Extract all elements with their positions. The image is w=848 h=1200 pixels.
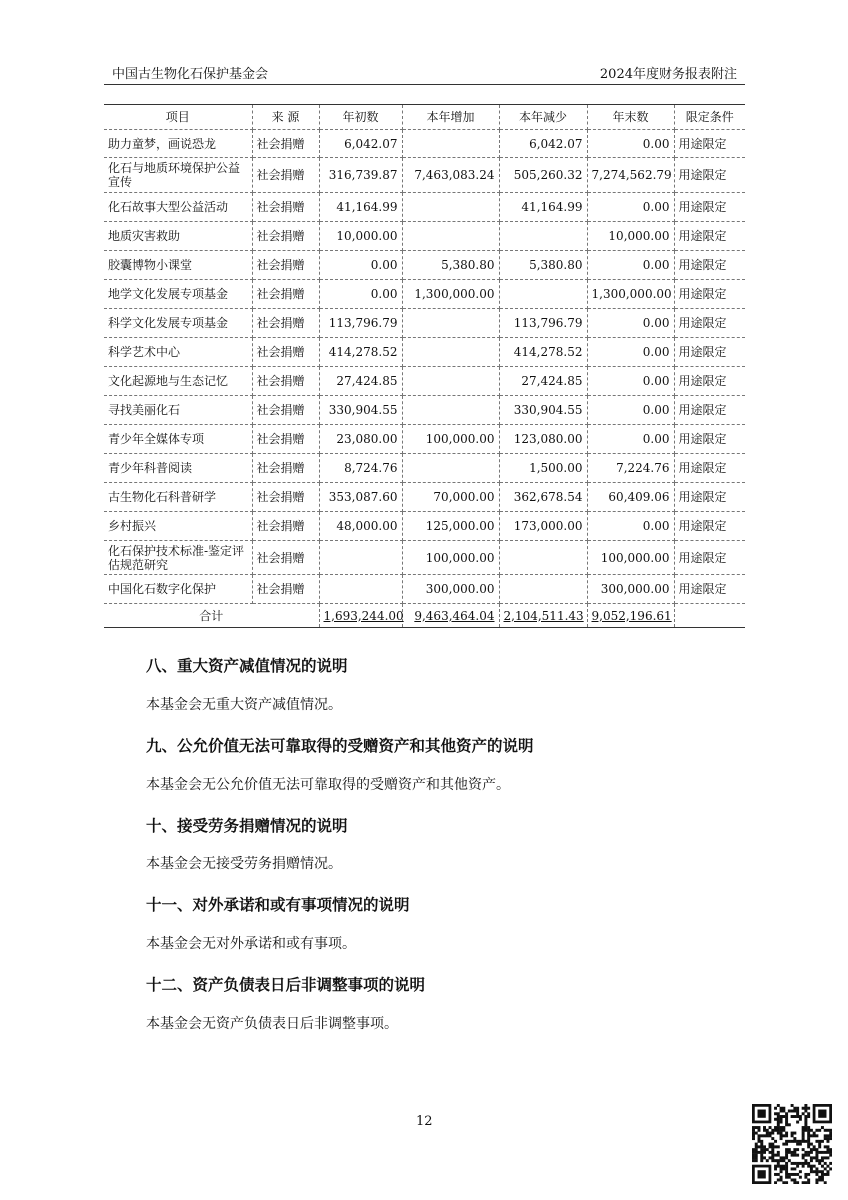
page-number: 12 xyxy=(416,1114,433,1129)
cell-increase: 5,380.80 xyxy=(402,251,499,280)
cell-decrease xyxy=(499,280,587,309)
cell-item: 古生物化石科普研学 xyxy=(104,483,252,512)
table-row xyxy=(104,158,745,193)
cell-decrease xyxy=(499,575,587,604)
cell-begin: 10,000.00 xyxy=(319,222,402,251)
cell-begin: 48,000.00 xyxy=(319,512,402,541)
cell-condition: 用途限定 xyxy=(674,251,745,280)
cell-end: 7,224.76 xyxy=(587,454,674,483)
cell-source: 社会捐赠 xyxy=(252,454,319,483)
cell-condition: 用途限定 xyxy=(674,541,745,575)
total-row xyxy=(104,604,745,628)
cell-item: 文化起源地与生态记忆 xyxy=(104,367,252,396)
col-header-item: 项目 xyxy=(104,105,252,130)
cell-condition: 用途限定 xyxy=(674,193,745,222)
cell-item: 科学艺术中心 xyxy=(104,338,252,367)
cell-end: 1,300,000.00 xyxy=(587,280,674,309)
cell-increase xyxy=(402,309,499,338)
table-row xyxy=(104,193,745,222)
cell-begin: 316,739.87 xyxy=(319,158,402,193)
section-11-title: 十一、对外承诺和或有事项情况的说明 xyxy=(146,896,410,914)
section-8-title: 八、重大资产减值情况的说明 xyxy=(146,657,348,675)
cell-increase xyxy=(402,454,499,483)
cell-source: 社会捐赠 xyxy=(252,222,319,251)
cell-end: 0.00 xyxy=(587,251,674,280)
cell-source: 社会捐赠 xyxy=(252,193,319,222)
cell-end: 100,000.00 xyxy=(587,541,674,575)
section-12-body: 本基金会无资产负债表日后非调整事项。 xyxy=(146,1016,398,1032)
cell-decrease: 27,424.85 xyxy=(499,367,587,396)
table-row xyxy=(104,512,745,541)
cell-increase xyxy=(402,193,499,222)
table-row xyxy=(104,309,745,338)
total-decrease: 2,104,511.43 xyxy=(499,604,587,628)
section-10-title: 十、接受劳务捐赠情况的说明 xyxy=(146,817,348,835)
cell-increase xyxy=(402,130,499,158)
cell-item: 乡村振兴 xyxy=(104,512,252,541)
cell-increase: 100,000.00 xyxy=(402,425,499,454)
cell-decrease: 5,380.80 xyxy=(499,251,587,280)
cell-source: 社会捐赠 xyxy=(252,541,319,575)
cell-increase: 7,463,083.24 xyxy=(402,158,499,193)
cell-end: 10,000.00 xyxy=(587,222,674,251)
cell-source: 社会捐赠 xyxy=(252,251,319,280)
cell-begin: 353,087.60 xyxy=(319,483,402,512)
cell-condition: 用途限定 xyxy=(674,130,745,158)
cell-condition: 用途限定 xyxy=(674,454,745,483)
table-row xyxy=(104,280,745,309)
cell-begin: 0.00 xyxy=(319,251,402,280)
cell-source: 社会捐赠 xyxy=(252,367,319,396)
cell-decrease: 414,278.52 xyxy=(499,338,587,367)
cell-increase xyxy=(402,367,499,396)
cell-source: 社会捐赠 xyxy=(252,130,319,158)
cell-end: 0.00 xyxy=(587,338,674,367)
cell-increase: 70,000.00 xyxy=(402,483,499,512)
cell-source: 社会捐赠 xyxy=(252,575,319,604)
page-header xyxy=(104,60,745,85)
table-row xyxy=(104,483,745,512)
cell-end: 7,274,562.79 xyxy=(587,158,674,193)
cell-item: 助力童梦，画说恐龙 xyxy=(104,130,252,158)
cell-condition: 用途限定 xyxy=(674,158,745,193)
cell-condition: 用途限定 xyxy=(674,280,745,309)
cell-decrease: 41,164.99 xyxy=(499,193,587,222)
section-10-body: 本基金会无接受劳务捐赠情况。 xyxy=(146,856,342,872)
total-increase: 9,463,464.04 xyxy=(402,604,499,628)
cell-increase: 300,000.00 xyxy=(402,575,499,604)
doc-title: 2024年度财务报表附注 xyxy=(599,67,737,82)
cell-begin: 0.00 xyxy=(319,280,402,309)
cell-increase: 1,300,000.00 xyxy=(402,280,499,309)
cell-condition: 用途限定 xyxy=(674,222,745,251)
table-row xyxy=(104,425,745,454)
col-header-source: 来 源 xyxy=(252,105,319,130)
qr-code xyxy=(752,1104,832,1184)
cell-end: 60,409.06 xyxy=(587,483,674,512)
cell-source: 社会捐赠 xyxy=(252,483,319,512)
restricted-funds-table xyxy=(104,104,745,628)
col-header-end: 年末数 xyxy=(587,105,674,130)
cell-source: 社会捐赠 xyxy=(252,338,319,367)
col-header-decrease: 本年减少 xyxy=(499,105,587,130)
cell-item: 青少年科普阅读 xyxy=(104,454,252,483)
cell-item: 地学文化发展专项基金 xyxy=(104,280,252,309)
cell-decrease: 330,904.55 xyxy=(499,396,587,425)
section-11-body: 本基金会无对外承诺和或有事项。 xyxy=(146,936,356,952)
cell-end: 300,000.00 xyxy=(587,575,674,604)
section-9-title: 九、公允价值无法可靠取得的受赠资产和其他资产的说明 xyxy=(146,737,534,755)
cell-begin: 113,796.79 xyxy=(319,309,402,338)
org-name: 中国古生物化石保护基金会 xyxy=(112,67,269,82)
cell-source: 社会捐赠 xyxy=(252,512,319,541)
cell-item: 化石故事大型公益活动 xyxy=(104,193,252,222)
cell-condition: 用途限定 xyxy=(674,338,745,367)
table-row xyxy=(104,575,745,604)
cell-condition: 用途限定 xyxy=(674,425,745,454)
cell-decrease: 173,000.00 xyxy=(499,512,587,541)
cell-condition: 用途限定 xyxy=(674,367,745,396)
table-row xyxy=(104,396,745,425)
cell-begin: 27,424.85 xyxy=(319,367,402,396)
cell-source: 社会捐赠 xyxy=(252,425,319,454)
cell-source: 社会捐赠 xyxy=(252,396,319,425)
total-label: 合计 xyxy=(104,604,319,628)
cell-decrease: 1,500.00 xyxy=(499,454,587,483)
cell-decrease xyxy=(499,222,587,251)
cell-item: 化石保护技术标准-鉴定评估规范研究 xyxy=(104,541,252,575)
cell-item: 中国化石数字化保护 xyxy=(104,575,252,604)
section-9-body: 本基金会无公允价值无法可靠取得的受赠资产和其他资产。 xyxy=(146,777,510,793)
section-12-title: 十二、资产负债表日后非调整事项的说明 xyxy=(146,976,426,994)
cell-end: 0.00 xyxy=(587,309,674,338)
cell-begin: 6,042.07 xyxy=(319,130,402,158)
cell-begin: 23,080.00 xyxy=(319,425,402,454)
cell-decrease: 505,260.32 xyxy=(499,158,587,193)
cell-item: 科学文化发展专项基金 xyxy=(104,309,252,338)
table-row xyxy=(104,222,745,251)
total-end: 9,052,196.61 xyxy=(587,604,674,628)
table-row xyxy=(104,367,745,396)
cell-item: 青少年全媒体专项 xyxy=(104,425,252,454)
cell-end: 0.00 xyxy=(587,396,674,425)
col-header-increase: 本年增加 xyxy=(402,105,499,130)
cell-condition: 用途限定 xyxy=(674,512,745,541)
cell-source: 社会捐赠 xyxy=(252,309,319,338)
cell-begin: 414,278.52 xyxy=(319,338,402,367)
table-row xyxy=(104,541,745,575)
cell-item: 地质灾害救助 xyxy=(104,222,252,251)
cell-begin xyxy=(319,541,402,575)
cell-increase xyxy=(402,222,499,251)
cell-decrease: 113,796.79 xyxy=(499,309,587,338)
table-header-row xyxy=(104,105,745,130)
cell-end: 0.00 xyxy=(587,130,674,158)
cell-condition: 用途限定 xyxy=(674,396,745,425)
table-row xyxy=(104,338,745,367)
cell-increase: 125,000.00 xyxy=(402,512,499,541)
cell-item: 寻找美丽化石 xyxy=(104,396,252,425)
cell-source: 社会捐赠 xyxy=(252,280,319,309)
cell-end: 0.00 xyxy=(587,512,674,541)
cell-end: 0.00 xyxy=(587,367,674,396)
cell-decrease: 6,042.07 xyxy=(499,130,587,158)
col-header-condition: 限定条件 xyxy=(674,105,745,130)
cell-item: 化石与地质环境保护公益宣传 xyxy=(104,158,252,193)
cell-condition: 用途限定 xyxy=(674,575,745,604)
section-8-body: 本基金会无重大资产减值情况。 xyxy=(146,697,342,713)
cell-end: 0.00 xyxy=(587,425,674,454)
cell-condition: 用途限定 xyxy=(674,483,745,512)
cell-begin: 8,724.76 xyxy=(319,454,402,483)
cell-decrease: 123,080.00 xyxy=(499,425,587,454)
cell-increase: 100,000.00 xyxy=(402,541,499,575)
cell-condition: 用途限定 xyxy=(674,309,745,338)
cell-begin xyxy=(319,575,402,604)
col-header-begin: 年初数 xyxy=(319,105,402,130)
cell-decrease xyxy=(499,541,587,575)
total-condition xyxy=(674,604,745,628)
cell-increase xyxy=(402,338,499,367)
cell-source: 社会捐赠 xyxy=(252,158,319,193)
cell-item: 胶囊博物小课堂 xyxy=(104,251,252,280)
table-row xyxy=(104,130,745,158)
cell-end: 0.00 xyxy=(587,193,674,222)
table-row xyxy=(104,251,745,280)
total-begin: 1,693,244.00 xyxy=(319,604,402,628)
table-row xyxy=(104,454,745,483)
cell-begin: 330,904.55 xyxy=(319,396,402,425)
cell-begin: 41,164.99 xyxy=(319,193,402,222)
cell-decrease: 362,678.54 xyxy=(499,483,587,512)
cell-increase xyxy=(402,396,499,425)
